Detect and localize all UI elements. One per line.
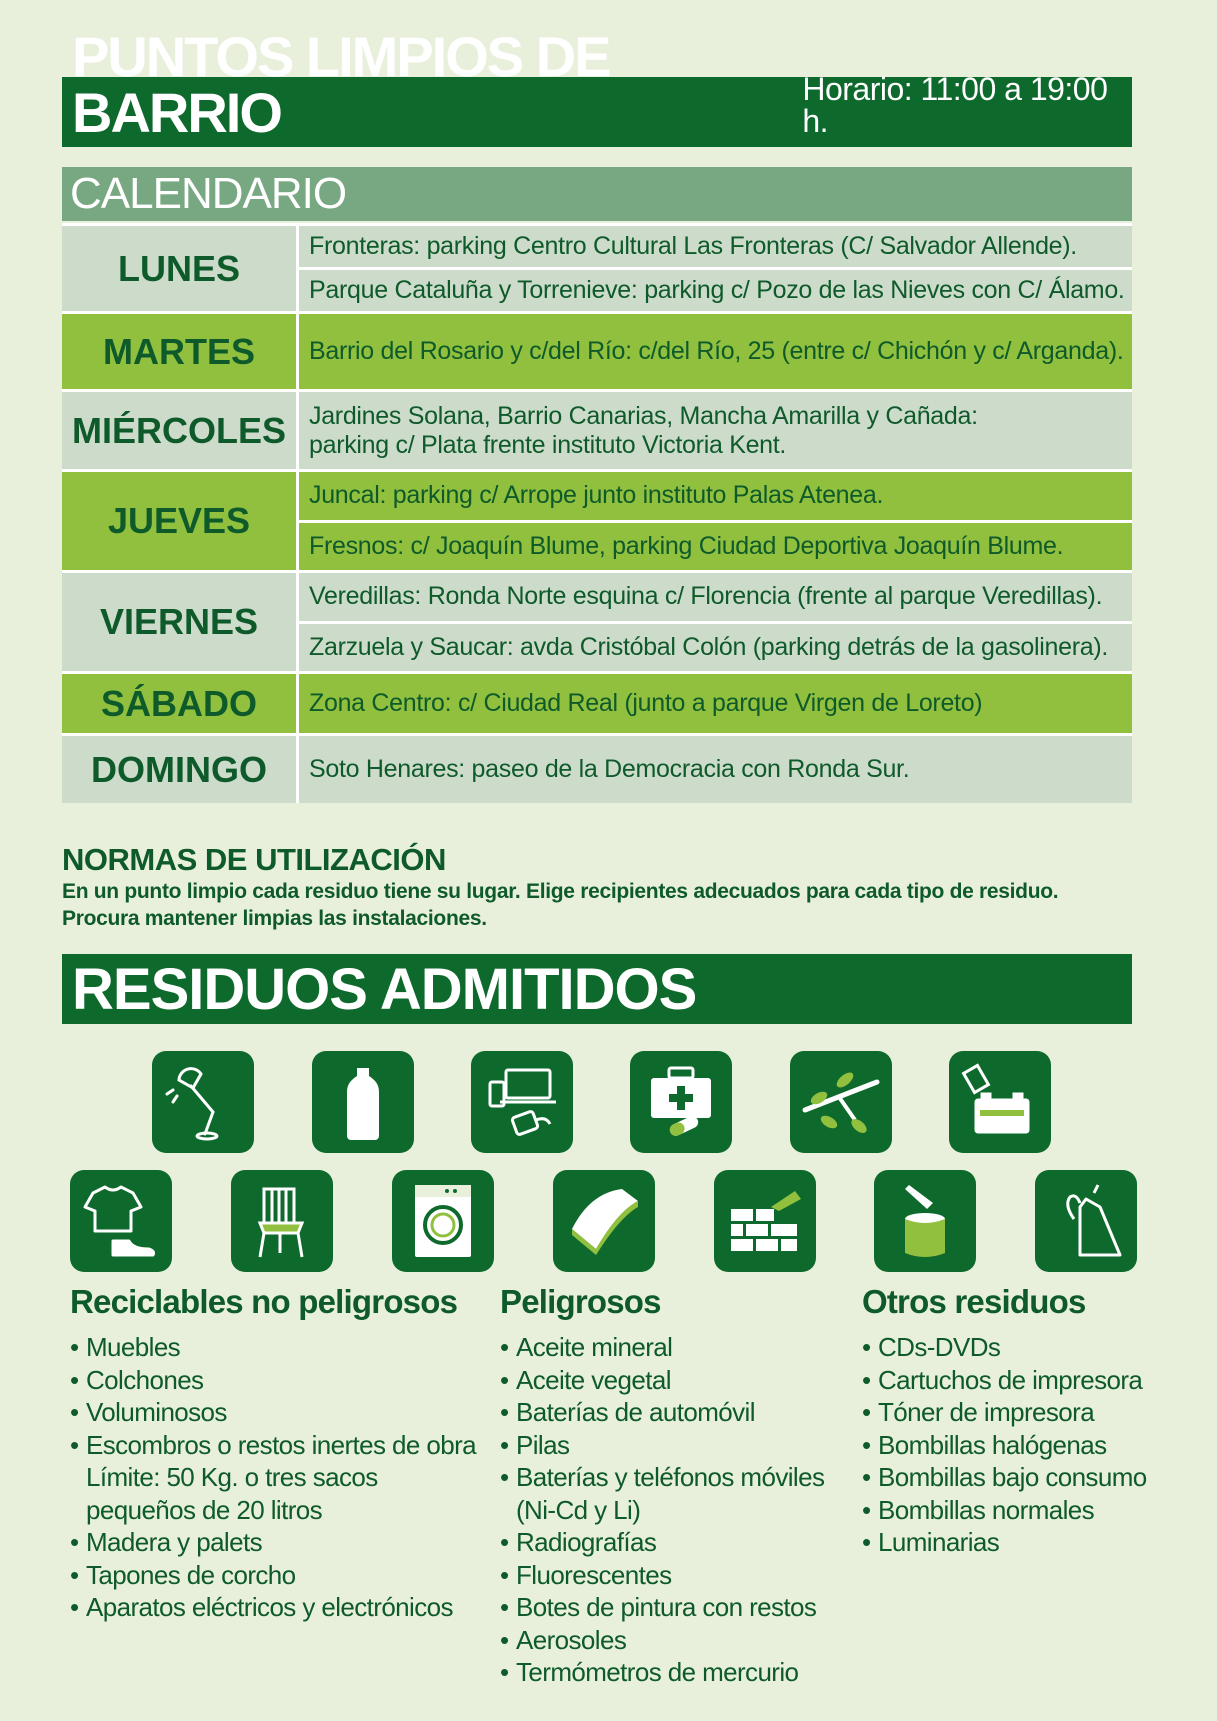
list-item: [500, 1461, 824, 1526]
rules-line: En un punto limpio cada residuo tiene su lugar. Elige recipientes adecuados para cada tipo de residuo.: [62, 880, 1059, 903]
place: parking c/ Plata frente instituto Victoria Kent.: [309, 430, 787, 459]
place: Fresnos: c/ Joaquín Blume, parking Ciudad Deportiva Joaquín Blume.: [299, 520, 1132, 571]
list-item: • Aerosoles: [500, 1624, 824, 1657]
place: Parque Cataluña y Torrenieve: parking c/ Pozo de las Nieves con C/ Álamo.: [299, 267, 1132, 311]
day-row-miercoles: [62, 389, 1132, 469]
list-item-note: pequeños de 20 litros: [86, 1494, 323, 1525]
column-title: Otros residuos: [862, 1283, 1086, 1320]
list-item: • Baterías de automóvil: [500, 1396, 824, 1429]
calendar-title: CALENDARIO: [62, 167, 1132, 221]
list-item: • Madera y palets: [70, 1526, 476, 1559]
paint-can-icon: [874, 1170, 976, 1272]
medicine-icon: [630, 1051, 732, 1153]
list-item: • Fluorescentes: [500, 1559, 824, 1592]
residuos-title: RESIDUOS ADMITIDOS: [72, 956, 697, 1022]
header-banner: [62, 25, 1132, 147]
place: Soto Henares: paseo de la Democracia con Ronda Sur.: [299, 736, 1132, 803]
battery-icon: [949, 1051, 1051, 1153]
list-item: • Bombillas halógenas: [862, 1429, 1147, 1462]
oil-can-icon: [1035, 1170, 1137, 1272]
list-item: • Tapones de corcho: [70, 1559, 476, 1592]
day-name: JUEVES: [62, 472, 299, 570]
day-row-lunes: [62, 223, 1132, 311]
day-row-martes: [62, 311, 1132, 389]
list-item: [70, 1429, 476, 1527]
calendar-table: [62, 223, 1132, 803]
list-item: • Cartuchos de impresora: [862, 1364, 1147, 1397]
list-item: • Termómetros de mercurio: [500, 1656, 824, 1689]
list-item: • Aparatos eléctricos y electrónicos: [70, 1591, 476, 1624]
list-item: • Bombillas normales: [862, 1494, 1147, 1527]
day-name: MARTES: [62, 314, 299, 389]
electronics-icon: [471, 1051, 573, 1153]
list-item-note: (Ni-Cd y Li): [516, 1494, 641, 1525]
place: Juncal: parking c/ Arrope junto instituto Palas Atenea.: [299, 472, 1132, 520]
list-item: • Aceite mineral: [500, 1331, 824, 1364]
chair-icon: [231, 1170, 333, 1272]
list-item: • Tóner de impresora: [862, 1396, 1147, 1429]
list-item: • Radiografías: [500, 1526, 824, 1559]
list-item: • Muebles: [70, 1331, 476, 1364]
place: Zarzuela y Saucar: avda Cristóbal Colón (parking detrás de la gasolinera).: [299, 621, 1132, 672]
list-item-text: Baterías y teléfonos móviles: [516, 1462, 825, 1492]
list-item: • CDs-DVDs: [862, 1331, 1147, 1364]
list-item-note: Límite: 50 Kg. o tres sacos: [86, 1462, 378, 1492]
list-item: • Colchones: [70, 1364, 476, 1397]
usage-rules: [62, 842, 1132, 932]
place: Fronteras: parking Centro Cultural Las Fronteras (C/ Salvador Allende).: [299, 226, 1132, 267]
list-item: • Aceite vegetal: [500, 1364, 824, 1397]
rules-title: NORMAS DE UTILIZACIÓN: [62, 842, 446, 877]
list-item: • Pilas: [500, 1429, 824, 1462]
day-row-viernes: [62, 570, 1132, 671]
list-item: • Voluminosos: [70, 1396, 476, 1429]
column-reciclables: [70, 1283, 476, 1624]
list-item-text: Escombros o restos inertes de obra: [86, 1429, 477, 1460]
place: Jardines Solana, Barrio Canarias, Mancha Amarilla y Cañada:: [309, 401, 978, 430]
residuos-banner: [62, 954, 1132, 1024]
rules-line: Procura mantener limpias las instalaciones.: [62, 907, 487, 930]
washing-machine-icon: [392, 1170, 494, 1272]
day-row-sabado: [62, 671, 1132, 733]
list-item: • Luminarias: [862, 1526, 1147, 1559]
day-name: SÁBADO: [62, 674, 299, 733]
column-title: Reciclables no peligrosos: [70, 1283, 458, 1320]
bottle-icon: [312, 1051, 414, 1153]
schedule-text: Horario: 11:00 a 19:00 h.: [802, 71, 1108, 139]
lamp-icon: [152, 1051, 254, 1153]
day-name: VIERNES: [62, 573, 299, 671]
place: Zona Centro: c/ Ciudad Real (junto a parque Virgen de Loreto): [299, 674, 1132, 733]
day-name: DOMINGO: [62, 736, 299, 803]
column-otros: [862, 1283, 1147, 1559]
page-title: PUNTOS LIMPIOS DE BARRIO: [72, 25, 610, 144]
bricks-icon: [714, 1170, 816, 1272]
column-peligrosos: [500, 1283, 824, 1689]
place: Barrio del Rosario y c/del Río: c/del Río, 25 (entre c/ Chichón y c/ Arganda).: [299, 314, 1132, 389]
list-item: • Botes de pintura con restos: [500, 1591, 824, 1624]
list-item: • Bombillas bajo consumo: [862, 1461, 1147, 1494]
branch-icon: [790, 1051, 892, 1153]
clothes-icon: [70, 1170, 172, 1272]
place: Veredillas: Ronda Norte esquina c/ Florencia (frente al parque Veredillas).: [299, 573, 1132, 621]
mattress-icon: [553, 1170, 655, 1272]
day-name: MIÉRCOLES: [62, 392, 299, 469]
day-row-jueves: [62, 469, 1132, 570]
day-name: LUNES: [62, 226, 299, 311]
day-row-domingo: [62, 733, 1132, 803]
column-title: Peligrosos: [500, 1283, 661, 1320]
